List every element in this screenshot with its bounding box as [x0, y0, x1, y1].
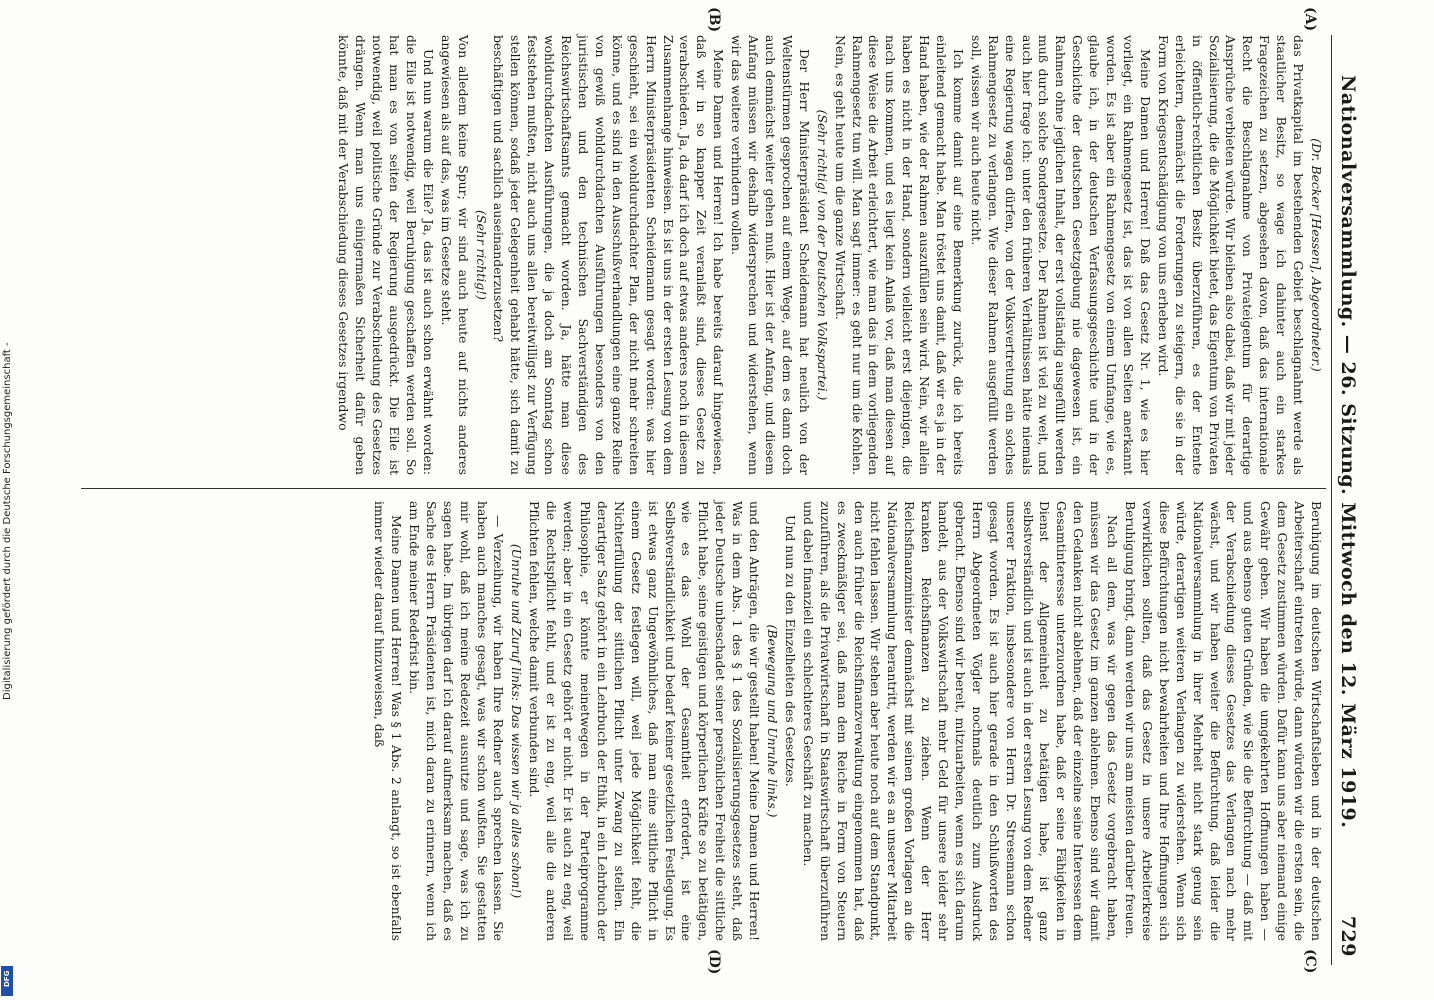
paragraph: und den Anträgen, die wir gestellt haben! Meine Damen und Herren! Was in dem Abs. 1 des § 1 des Sozialisierungsgesetzes steht, daß jeder Deutsche unbeschadet seiner persönlichen Freiheit die sittliche Pflicht habe, seine geistigen und körperlichen Kräfte so zu betätigen, wie es das Wohl der Gesamtheit erfordert, ist eine Selbstverständlichkeit und bedarf keiner gesetzlichen Festlegung. Es ist etwas ganz Ungewöhnliches, daß man eine sittliche Pflicht in einem Gesetz festlegen will, weil jede Möglichkeit fehlt, die Nichterfüllung der sittlichen Pflicht unter Zwang zu stellen. Ein derartiger Satz gehört in ein Lehrbuch der Ethik, in ein Lehrbuch der Philosophie, er könnte meinetwegen in der Parteiprogramme werden; aber in ein Gesetz gehört er nicht. Er ist auch zu eng, weil die Rechtspflicht fehlt, und er ist zu eng, weil alle die anderen Pflichten fehlen, welche damit verbunden sind.: [527, 501, 763, 941]
page-number: 729: [1337, 915, 1359, 957]
rotated-page-content: [72, 7, 1362, 975]
left-column: [333, 35, 1324, 475]
paragraph: Und nun zu den Einzelheiten des Gesetzes.: [782, 515, 798, 787]
header-title: Nationalversammlung. — 26. Sitzung. Mittwoch den 12. März 1919.: [1337, 75, 1359, 829]
interjection: (Unruhe und Zuruf links: Das wissen wir ja alles schon!): [509, 543, 525, 899]
paragraph: Ich komme damit auf eine Bemerkung zurück, die ich bereits einleitend gemacht habe. Man tröstet uns damit, daß wir es ja in der Hand haben, wie der Rahmen auszufüllen sein wird. Nein, wir allein haben es nicht in der Hand, sondern vielleicht erst diejenigen, die nach uns kommen, und es liegt kein Anlaß vor, daß man diesen auf diese Weise die Arbeit erleichtert, wie man das in dem vorliegenden Rahmengesetz tun will. Man sagt immer: es geht nur um die Kohlen. Nein, es geht heute um die ganze Wirtschaft.: [832, 35, 966, 475]
paragraph: Beruhigung im deutschen Wirtschaftsleben und in der deutschen Arbeiterschaft eintreten würde, dann würden wir die ersten sein, die dem Gesetz zustimmen würden. Dafür kann uns aber niemand einige Gewähr geben. Wir haben die umgekehrten Hoffnungen haben — und aus ebenso guten Gründen, wie Sie die Befürchtung — daß mit der Verabschiedung dieses Gesetzes das Verlangen nach mehr wächst, und wir haben weiter die Befürchtung, daß leider die Nationalversammlung in ihrer Mehrheit nicht stark genug sein würde, derartigen weiteren Verlangen zu widerstehen. Wenn sich diese Befürchtungen nicht bewahrheiten und Ihre Hoffnungen sich verwirklichen sollten, daß das Gesetz in unsere Arbeiterkreise Beruhigung bringt, dann werden wir uns am meisten darüber freuen.: [1123, 501, 1324, 941]
speaker-attribution: (Dr. Becker [Hessen], Abgeordneter.): [1309, 138, 1324, 372]
digitization-credit: Digitalisierung gefördert durch die Deutsche Forschungsgemeinschaft -: [2, 342, 13, 700]
paragraph: — Verzeihung, wir haben Ihre Redner auch sprechen lassen. Sie haben auch manches gesagt, was wir schon wußten. Sie gestatten mir wohl, daß ich meine Redezeit ausnutze und sage, was ich zu sagen habe. Im übrigen darf ich darauf aufmerksam machen, daß es Sache des Herrn Präsidenten ist, mich daran zu erinnern, wenn ich am Ende meiner Redefrist bin.: [406, 501, 507, 941]
margin-letter-a: (A): [1302, 7, 1318, 32]
paragraph: Nach all dem, was wir gegen das Gesetz vorgebracht haben, müssen wir das Gesetz im ganzen ablehnen. Ebenso sind wir damit den Gedanken nicht ablehnen, daß der einzelne seine Interessen dem Gesamtinteresse unterzuordnen habe, daß er seine Fähigkeiten in Dienst der Allgemeinheit zu betätigen habe, ist ganz selbstverständlich und ist auch in der ersten Lesung von dem Redner unserer Fraktion, insbesondere von Herrn Dr. Stresemann schon gesagt worden. Es ist auch hier gerade in den Schlußworten des Herrn Abgeordneten Vögler nochmals deutlich zum Ausdruck gebracht. Ebenso sind wir bereit, mitzuarbeiten, wenn es sich darum handelt, aus der Volkswirtschaft mehr Geld für unsere leider sehr kranken Reichsfinanzen zu ziehen. Wenn der Herr Reichsfinanzminister demnächst mit seinen großen Vorlagen an die Nationalversammlung herantritt, werden wir es an unserer Mitarbeit nicht fehlen lassen. Wir stehen aber heute noch auf dem Standpunkt, den auch früher die Reichsfinanzverwaltung eingenommen hat, daß es zweckmäßiger sei, daß man dem Reiche in Form von Steuern zuzuführen, als die Privatwirtschaft in Staatswirtschaft überzuführen und dabei finanziell ein schlechteres Geschäft zu machen.: [800, 501, 1121, 941]
dfg-logo: DFG: [1, 966, 13, 996]
paragraph: Meine Damen und Herren! Was § 1 Abs. 2 anlangt, so ist ebenfalls immer wieder darauf hinzuweisen, daß: [372, 501, 405, 941]
paragraph: Meine Damen und Herren! Ich habe bereits darauf hingewiesen, daß wir in so knapper Zeit veranlaßt sind, dieses Gesetz zu verabschieden. Ja, da darf ich doch auf etwas anderes noch in diesem Zusammenhange hinweisen. Es ist uns in der ersten Lesung von dem Herrn Ministerpräsidenten Scheidemann gesagt worden: was hier geschieht, sei ein wohldurchdachter Plan, der nicht mehr schreiten könne, und es sind in den Ausschußverhandlungen eine ganze Reihe von gewiß wohldurchdachten Ausführungen besonders von den juristischen und den technischen Sachverständigen des Reichswirtschaftsamts gemacht worden. Ja, hätte man diese wohldurchdachten Ausführungen, die ja doch am Sonntag schon feststehen mußten, nicht auch uns allen bereitwilligst zur Verfügung stellen können, sodaß jeder Gelegenheit gehabt hätte, sich damit zu beschäftigen und sachlich auseinanderzusetzen?: [491, 35, 727, 475]
paragraph: Der Herr Ministerpräsident Scheidemann hat neulich von der Weltenstürmen gesprochen auf einem Wege, auf dem es dann doch auch demnächst weiter gehen muß. Hier ist der Anfang, und diesem Anfang müssen wir deshalb widersprechen und widerstehen, wenn wir das weitere verhindern wollen.: [729, 35, 812, 475]
margin-letter-b: (B): [706, 7, 722, 33]
column-divider: [81, 488, 1326, 489]
margin-letter-c: (C): [1302, 949, 1318, 974]
interjection: (Sehr richtig!): [473, 210, 489, 300]
margin-letter-d: (D): [706, 949, 722, 975]
paragraph: Meine Damen und Herren! Daß das Gesetz Nr. 1, wie es hier vorliegt, ein Rahmengesetz ist, das ist von allen Seiten anerkannt worden. Es ist aber ein Rahmengesetz von einem Umfange, wie es, glaube ich, in der deutschen Verfassungsgeschichte und in der Geschichte der deutschen Gesetzgebung nie dagewesen ist, ein Rahmen ohne jeglichen Inhalt, der erst vollständig ausgefüllt werden muß durch solche Sondergesetze. Der Rahmen ist viel zu weit, und auch hier frage ich: unter den früheren Verhältnissen hätte niemals eine Regierung wagen dürfen, von der Volksvertretung ein solches Rahmengesetz zu verlangen. Wie dieser Rahmen ausgefüllt werden soll, wissen wir auch heute nicht.: [968, 35, 1153, 475]
paragraph: Von alledem keine Spur; wir sind auch heute auf nichts anderes angewiesen als auf das, was im Gesetze steht.: [438, 35, 471, 475]
paragraph: das Privatkapital im bestehenden Gebiet beschlagnahmt werde als staatlicher Besitz, so wage ich dahinter auch ein starkes Fragezeichen zu setzen, abgesehen davon, daß das internationale Recht die Beschlagnahme von Privateigentum für derartige Ansprüche verbieten würde. Wir bleiben also dabei, daß wir mit jeder Sozialisierung, die die Möglichkeit bietet, das Eigentum von Privaten in öffentlich-rechtlichen Besitz überzuführen, es der Entente erleichtern, demnächst die Forderungen zu steigern, die sie in der Form von Kriegsentschädigung von uns erheben wird.: [1155, 35, 1307, 475]
page-header: [1331, 35, 1362, 965]
interjection: (Bewegung und Unruhe links.): [765, 624, 780, 818]
paragraph: Und nun warum die Eile? Ja, das ist auch schon erwähnt worden: die Eile ist notwendig, weil Beruhigung geschaffen werden soll. So hat man es von seiten der Regierung ausgedrückt. Die Eile ist notwendig, weil politische Gründe zur Verabschiedung des Gesetzes drängen. Wenn man uns einigermaßen Sicherheit dafür geben könnte, daß mit der Verabschiedung dieses Gesetzes irgendwo: [336, 35, 436, 475]
interjection: (Sehr richtig! von der Deutschen Volkspartei.): [814, 109, 830, 401]
right-column: [369, 501, 1324, 941]
